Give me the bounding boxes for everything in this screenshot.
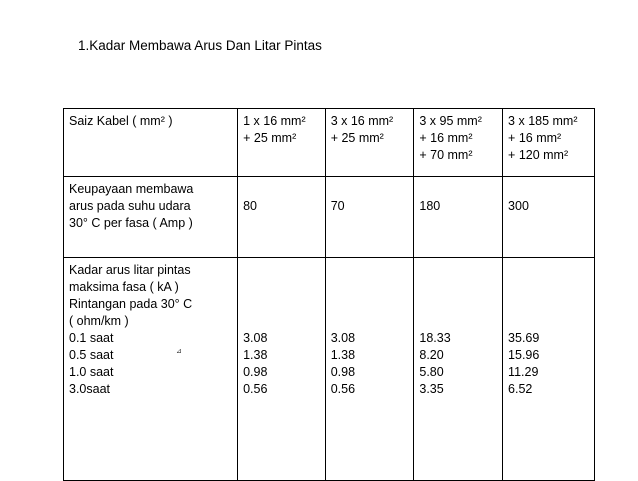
cable-size-cell-4 xyxy=(503,109,595,177)
cable-size-cell-3 xyxy=(414,109,503,177)
cable-size-line: 3 x 16 mm² xyxy=(330,114,394,128)
cable-size-line: + 16 mm² xyxy=(508,131,562,145)
fault-value: 15.96 xyxy=(508,348,540,362)
fault-label-line: maksima fasa ( kA ) xyxy=(69,280,179,294)
cable-size-line: + 120 mm² xyxy=(508,148,569,162)
fault-value: 3.35 xyxy=(419,382,444,396)
fault-duration: 0.1 saat xyxy=(69,331,114,345)
cable-size-label: Saiz Kabel ( mm² ) xyxy=(69,114,173,128)
cable-size-line: 1 x 16 mm² xyxy=(243,114,306,128)
fault-value: 35.69 xyxy=(508,331,540,345)
fault-value: 11.29 xyxy=(508,365,539,379)
fault-value: 0.56 xyxy=(243,382,268,396)
fault-values-cell-3 xyxy=(414,258,503,481)
fault-values-cell-1 xyxy=(238,258,326,481)
cable-size-line: 3 x 95 mm² xyxy=(419,114,482,128)
fault-label-line: Kadar arus litar pintas xyxy=(69,263,191,277)
fault-value: 18.33 xyxy=(419,331,451,345)
fault-value: 0.98 xyxy=(330,365,356,379)
cable-size-cell-2 xyxy=(325,109,414,177)
cable-rating-table xyxy=(63,108,595,481)
fault-label-cell xyxy=(64,258,238,481)
fault-value: 8.20 xyxy=(419,348,444,362)
ampacity-label-cell xyxy=(64,177,238,258)
fault-duration: 0.5 saat xyxy=(69,348,114,362)
cable-size-line: + 25 mm² xyxy=(243,131,297,145)
fault-values-cell-4 xyxy=(503,258,595,481)
cable-size-label-cell xyxy=(64,109,238,177)
cable-size-cell-1 xyxy=(238,109,326,177)
ampacity-value-2: 70 xyxy=(325,177,414,258)
fault-value: 3.08 xyxy=(243,331,268,345)
fault-value: 1.38 xyxy=(330,348,356,362)
fault-value: 0.56 xyxy=(330,382,356,396)
cable-size-line: 3 x 185 mm² xyxy=(508,114,578,128)
fault-duration: 3.0saat xyxy=(69,382,111,396)
document-title: 1.Kadar Membawa Arus Dan Litar Pintas xyxy=(78,38,322,53)
table-row-fault-current xyxy=(64,258,595,481)
fault-value: 5.80 xyxy=(419,365,444,379)
ampacity-label-line: arus pada suhu udara xyxy=(69,199,191,213)
cable-size-line: + 16 mm² xyxy=(419,131,473,145)
table-row-ampacity xyxy=(64,177,595,258)
ampacity-label-line: Keupayaan membawa xyxy=(69,182,194,196)
fault-label-line: ( ohm/km ) xyxy=(69,314,129,328)
ampacity-value-3: 180 xyxy=(414,177,503,258)
table-row-cable-size xyxy=(64,109,595,177)
fault-value: 0.98 xyxy=(243,365,268,379)
fault-values-cell-2 xyxy=(325,258,414,481)
ampacity-value-1: 80 xyxy=(238,177,326,258)
ampacity-value-4: 300 xyxy=(503,177,595,258)
ampacity-label-line: 30° C per fasa ( Amp ) xyxy=(69,216,193,230)
fault-value: 6.52 xyxy=(508,382,533,396)
fault-duration: 1.0 saat xyxy=(69,365,114,379)
fault-value: 3.08 xyxy=(330,331,356,345)
cable-size-line: + 70 mm² xyxy=(419,148,473,162)
small-mark-icon: ⊿ xyxy=(176,348,182,355)
fault-label-line: Rintangan pada 30° C xyxy=(69,297,193,311)
fault-value: 1.38 xyxy=(243,348,268,362)
cable-size-line: + 25 mm² xyxy=(330,131,384,145)
